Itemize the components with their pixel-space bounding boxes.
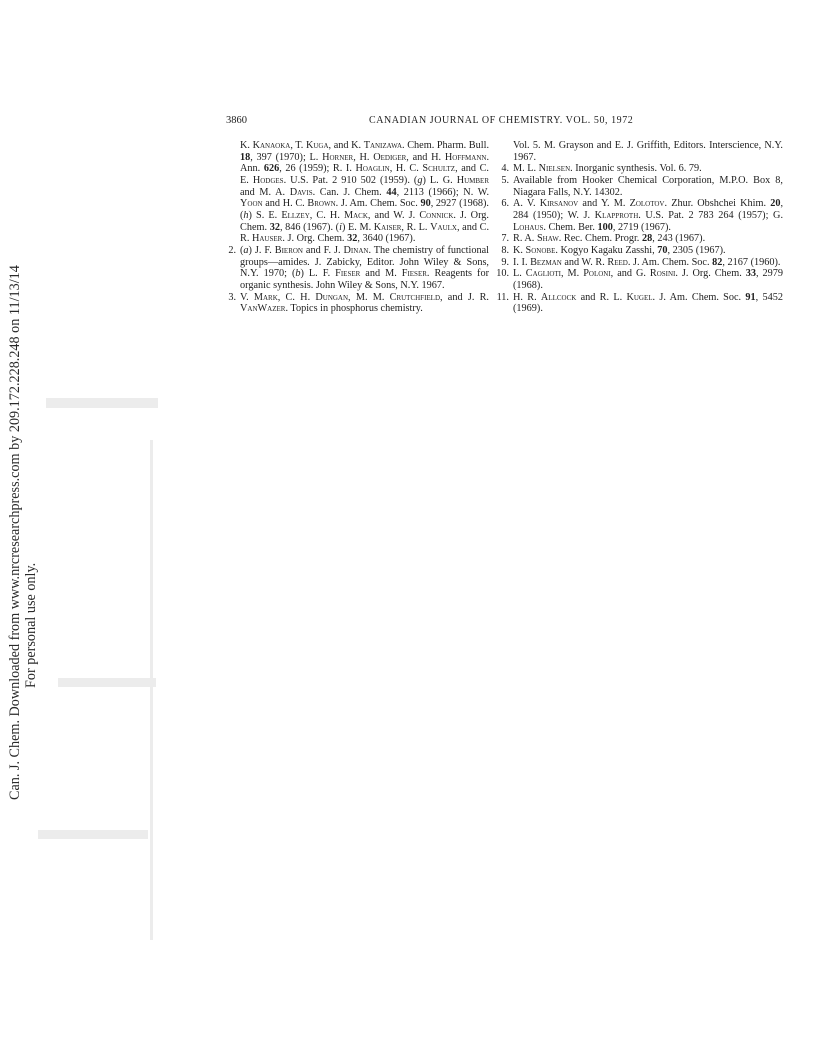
- reference-text: ) L. G.: [422, 174, 457, 186]
- reference-number: 5.: [501, 174, 509, 186]
- volume-number: 91: [745, 291, 756, 303]
- reference-list: [220, 245, 489, 315]
- page-number: 3860: [226, 115, 247, 126]
- reference-text: . Zhur. Obshchei Khim.: [664, 198, 771, 210]
- sub-reference-letter: h: [243, 209, 249, 221]
- watermark-line-1: Can. J. Chem. Downloaded from www.nrcresearchpress.com by 209.172.228.248 on 11/13/14: [7, 265, 23, 800]
- reference-text: . The chemistry of functional groups—amides. J. Zabicky, Editor. John Wiley & Sons, N.Y. 1970; (: [240, 244, 489, 280]
- volume-number: 626: [263, 163, 280, 175]
- reference-text: M. L.: [513, 163, 539, 175]
- author-surname: Fieser: [401, 268, 427, 280]
- author-surname: Fieser: [335, 268, 361, 280]
- volume-number: 18: [240, 151, 251, 163]
- reference-text: , and W. J.: [367, 209, 420, 221]
- reference-text: , 2113 (1966); N. W.: [396, 186, 490, 198]
- reference-text: . Topics in phosphorus chemistry.: [285, 303, 423, 315]
- reference-text: , 26 (1959); R. I.: [279, 163, 356, 175]
- reference-text: , and C. R.: [240, 221, 490, 245]
- author-surname: Sonobe: [525, 244, 556, 256]
- reference-text: . J. Am. Chem. Soc.: [335, 198, 421, 210]
- reference-text: . J. Am. Chem. Soc.: [627, 256, 713, 268]
- reference-item: [493, 257, 783, 269]
- reference-text: and H. C.: [262, 198, 308, 210]
- author-surname: Dungan: [315, 291, 349, 303]
- volume-number: 33: [745, 268, 756, 280]
- volume-number: 20: [770, 198, 781, 210]
- volume-number: 82: [712, 256, 723, 268]
- reference-text: . Reagents for organic synthesis. John Wiley & Sons, N.Y. 1967.: [240, 268, 489, 291]
- reference-text: Available from Hooker Chemical Corporation, M.P.O. Box 8, Niagara Falls, N.Y. 14302.: [513, 174, 783, 198]
- reference-text: and F. J.: [303, 244, 344, 256]
- reference-text: , H.: [353, 151, 374, 163]
- author-surname: Crutchfield: [389, 291, 441, 303]
- reference-text: , 284 (1950); W. J.: [513, 198, 783, 221]
- reference-continuation: [220, 140, 489, 245]
- author-surname: Poloni: [583, 268, 611, 280]
- reference-text: , 2927 (1968). (: [240, 198, 489, 221]
- reference-text: , 2719 (1967).: [612, 221, 671, 233]
- reference-text: Vol. 5. M. Grayson and E. J. Griffith, Editors. Interscience, N.Y. 1967.: [513, 140, 783, 163]
- reference-text: , 397 (1970); L.: [250, 151, 323, 163]
- reference-item: [493, 163, 783, 175]
- author-surname: Allcock: [540, 291, 577, 303]
- reference-text: . Kogyo Kagaku Zasshi,: [555, 244, 658, 256]
- reference-text: . U.S. Pat. 2 783 264 (1957); G.: [638, 209, 784, 221]
- volume-number: 28: [641, 233, 653, 245]
- reference-text: ) S. E.: [248, 209, 282, 221]
- author-surname: Vaulx: [430, 221, 457, 233]
- sub-reference-letter: a: [243, 244, 249, 256]
- author-surname: Hoaglin: [355, 163, 390, 175]
- author-surname: Klapproth: [594, 209, 639, 221]
- reference-text: . Chem. Ber.: [543, 221, 598, 233]
- author-surname: Mack: [343, 209, 368, 221]
- volume-number: 70: [657, 244, 668, 256]
- reference-text: . U.S. Pat. 2 910 502 (1959). (: [283, 174, 418, 186]
- reference-text: . Ann.: [240, 151, 490, 175]
- reference-item: [493, 292, 783, 315]
- reference-number: 9.: [501, 256, 509, 268]
- reference-text: , M.: [561, 268, 584, 280]
- author-surname: Kuga: [305, 140, 329, 151]
- author-surname: Hauser: [251, 233, 283, 245]
- reference-item: [220, 292, 489, 315]
- reference-text: . Chem. Pharm. Bull.: [402, 140, 490, 151]
- watermark-line-2: For personal use only.: [23, 562, 39, 688]
- reference-item: [493, 175, 783, 198]
- author-surname: Ellzey: [281, 209, 310, 221]
- reference-text: , 846 (1967). (: [279, 221, 340, 233]
- author-surname: Horner: [322, 151, 354, 163]
- reference-text: , and J. R.: [440, 291, 489, 303]
- running-header: [226, 115, 782, 129]
- reference-text: and W. R.: [561, 256, 608, 268]
- author-surname: Humber: [456, 174, 489, 186]
- author-surname: Lohaus: [513, 221, 544, 233]
- author-surname: Kugel: [626, 291, 653, 303]
- reference-item: [493, 233, 783, 245]
- download-watermark: [7, 265, 39, 800]
- author-surname: Hodges: [252, 174, 284, 186]
- reference-number: 10.: [496, 268, 509, 280]
- reference-text: . Inorganic synthesis. Vol. 6. 79.: [570, 163, 702, 175]
- reference-text: and M. A.: [240, 186, 290, 198]
- reference-number: 8.: [501, 244, 509, 256]
- reference-number: 6.: [501, 198, 509, 210]
- author-surname: VanWazer: [240, 303, 286, 315]
- author-surname: Kanaoka: [252, 140, 291, 151]
- author-surname: Nielsen: [538, 163, 571, 175]
- reference-text: R. A.: [513, 233, 537, 245]
- author-surname: Zolotov: [629, 198, 665, 210]
- author-surname: Shaw: [536, 233, 559, 245]
- author-surname: Connick: [419, 209, 454, 221]
- reference-text: H. R.: [513, 291, 541, 303]
- reference-text: ) J. F.: [248, 244, 275, 256]
- author-surname: Hoffmann: [444, 151, 487, 163]
- author-surname: Davis: [289, 186, 313, 198]
- volume-number: 32: [269, 221, 280, 233]
- author-surname: Mark: [253, 291, 278, 303]
- reference-text: K.: [513, 244, 526, 256]
- reference-continuation: [493, 140, 783, 163]
- reference-text: and R. L.: [576, 291, 627, 303]
- reference-text: , 5452 (1969).: [513, 291, 783, 315]
- reference-text: . J. Org. Chem.: [675, 268, 746, 280]
- sub-reference-letter: i: [339, 221, 342, 233]
- volume-number: 90: [420, 198, 431, 210]
- reference-number: 4.: [501, 163, 509, 175]
- reference-list: [493, 163, 783, 315]
- reference-column-right: [493, 140, 783, 315]
- reference-text: K.: [240, 140, 253, 151]
- reference-text: , 3640 (1967).: [357, 233, 416, 245]
- reference-text: I. I.: [513, 256, 531, 268]
- reference-text: , H. C.: [389, 163, 423, 175]
- reference-text: V.: [240, 291, 254, 303]
- reference-number: 11.: [496, 291, 509, 303]
- reference-text: and M.: [360, 268, 402, 280]
- reference-text: , R. L.: [401, 221, 431, 233]
- reference-column-left: [220, 140, 489, 315]
- author-surname: Dinan: [343, 244, 369, 256]
- author-surname: Kaiser: [373, 221, 402, 233]
- author-surname: Bezman: [530, 256, 562, 268]
- reference-text: , 243 (1967).: [652, 233, 706, 245]
- bleed-mark: [58, 678, 156, 687]
- bleed-mark: [150, 440, 153, 940]
- reference-item: [220, 245, 489, 292]
- reference-item: [493, 198, 783, 233]
- reference-text: , T.: [290, 140, 306, 151]
- author-surname: Kirsanov: [539, 198, 579, 210]
- reference-text: ) L. F.: [300, 268, 336, 280]
- reference-text: , 2167 (1960).: [722, 256, 781, 268]
- reference-number: 3.: [228, 291, 236, 303]
- bleed-mark: [38, 830, 148, 839]
- reference-text: , M. M.: [348, 291, 390, 303]
- volume-number: 100: [597, 221, 613, 233]
- reference-item: [493, 245, 783, 257]
- reference-text: , and G.: [610, 268, 650, 280]
- author-surname: Oediger: [373, 151, 407, 163]
- reference-text: , C. H.: [277, 291, 316, 303]
- author-surname: Rosini: [649, 268, 676, 280]
- reference-text: , and H.: [406, 151, 445, 163]
- author-surname: Tanizawa: [363, 140, 403, 151]
- reference-text: , 2305 (1967).: [667, 244, 726, 256]
- sub-reference-letter: b: [295, 268, 301, 280]
- reference-text: . J. Am. Chem. Soc.: [652, 291, 746, 303]
- sub-reference-letter: g: [417, 174, 423, 186]
- reference-text: . Can. J. Chem.: [312, 186, 387, 198]
- author-surname: Schultz: [422, 163, 456, 175]
- author-surname: Caglioti: [525, 268, 562, 280]
- reference-text: A. V.: [513, 198, 540, 210]
- journal-title: CANADIAN JOURNAL OF CHEMISTRY. VOL. 50, 1972: [369, 115, 634, 126]
- reference-text: . J. Org. Chem.: [240, 209, 489, 233]
- volume-number: 44: [386, 186, 397, 198]
- reference-text: L.: [513, 268, 526, 280]
- reference-number: 7.: [501, 233, 509, 245]
- bleed-mark: [46, 398, 158, 408]
- reference-text: and Y. M.: [578, 198, 630, 210]
- author-surname: Brown: [307, 198, 336, 210]
- reference-text: . J. Org. Chem.: [282, 233, 348, 245]
- reference-text: , and K.: [328, 140, 364, 151]
- author-surname: Bieron: [274, 244, 303, 256]
- reference-text: (: [240, 244, 244, 256]
- author-surname: Yoon: [240, 198, 263, 210]
- reference-text: , C. H.: [309, 209, 344, 221]
- reference-text: ) E. M.: [341, 221, 374, 233]
- volume-number: 32: [347, 233, 358, 245]
- author-surname: Reed: [607, 256, 628, 268]
- reference-text: , 2979 (1968).: [513, 268, 784, 291]
- reference-text: . Rec. Chem. Progr.: [558, 233, 642, 245]
- reference-item: [493, 268, 783, 291]
- reference-number: 2.: [228, 244, 236, 256]
- reference-text: , and C. E.: [240, 163, 489, 186]
